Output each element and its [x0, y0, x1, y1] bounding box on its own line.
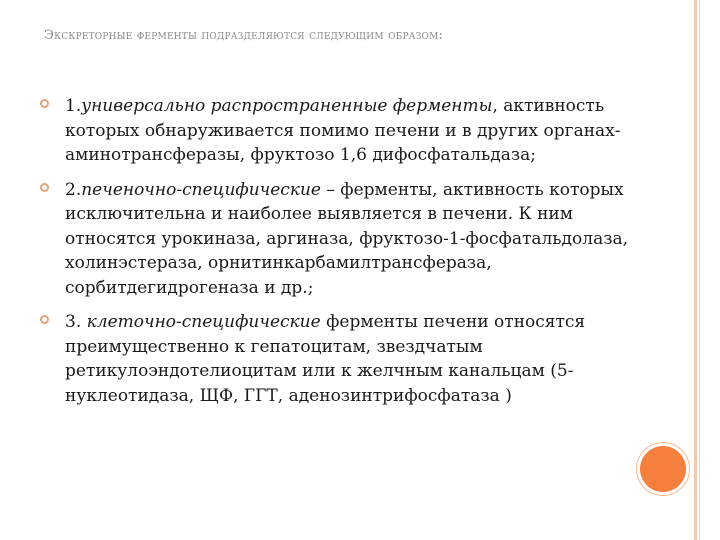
item-description: ферменты печени относятся преимущественно к гепатоцитам, звездчатым ретикулоэндотелиоцитам или к желчным канальцам (5-нуклеотидаза, ЩФ, ГГТ, аденозинтрифосфатаза )	[65, 312, 586, 406]
circle-bullet-icon	[40, 183, 49, 192]
decorative-orange-circle	[640, 446, 686, 492]
item-term: клеточно-специфические	[86, 312, 321, 332]
bullet-list	[40, 94, 650, 408]
item-term: печеночно-специфические	[81, 179, 321, 200]
circle-bullet-icon	[40, 315, 49, 324]
item-description: – ферменты, активность которых исключительна и наиболее выявляется в печени. К ним относятся урокиназа, аргиназа, фруктозо-1-фосфатальдолаза, холинэстераза, орнитинкарбамилтрансфераза, сорбитдегидрогеназа и др.;	[65, 179, 629, 298]
right-border-line-thin	[699, 0, 700, 540]
list-item-text	[65, 94, 650, 168]
item-description: , активность которых обнаруживается помимо печени и в других органах- аминотрансферазы, фруктозо 1,6 дифосфатальдаза;	[65, 96, 621, 165]
slide-title: Экскреторные ферменты подразделяются следующим образом:	[44, 28, 444, 43]
item-number: 2.	[65, 179, 82, 200]
list-item-text	[65, 178, 650, 301]
list-item-text	[65, 310, 650, 408]
list-item	[40, 310, 650, 408]
right-border-line	[694, 0, 697, 540]
item-number: 3.	[65, 312, 87, 332]
list-item	[40, 178, 650, 301]
circle-bullet-icon	[40, 99, 49, 108]
item-number: 1.	[65, 96, 82, 116]
list-item	[40, 94, 650, 168]
item-term: универсально распространенные ферменты	[81, 96, 493, 116]
